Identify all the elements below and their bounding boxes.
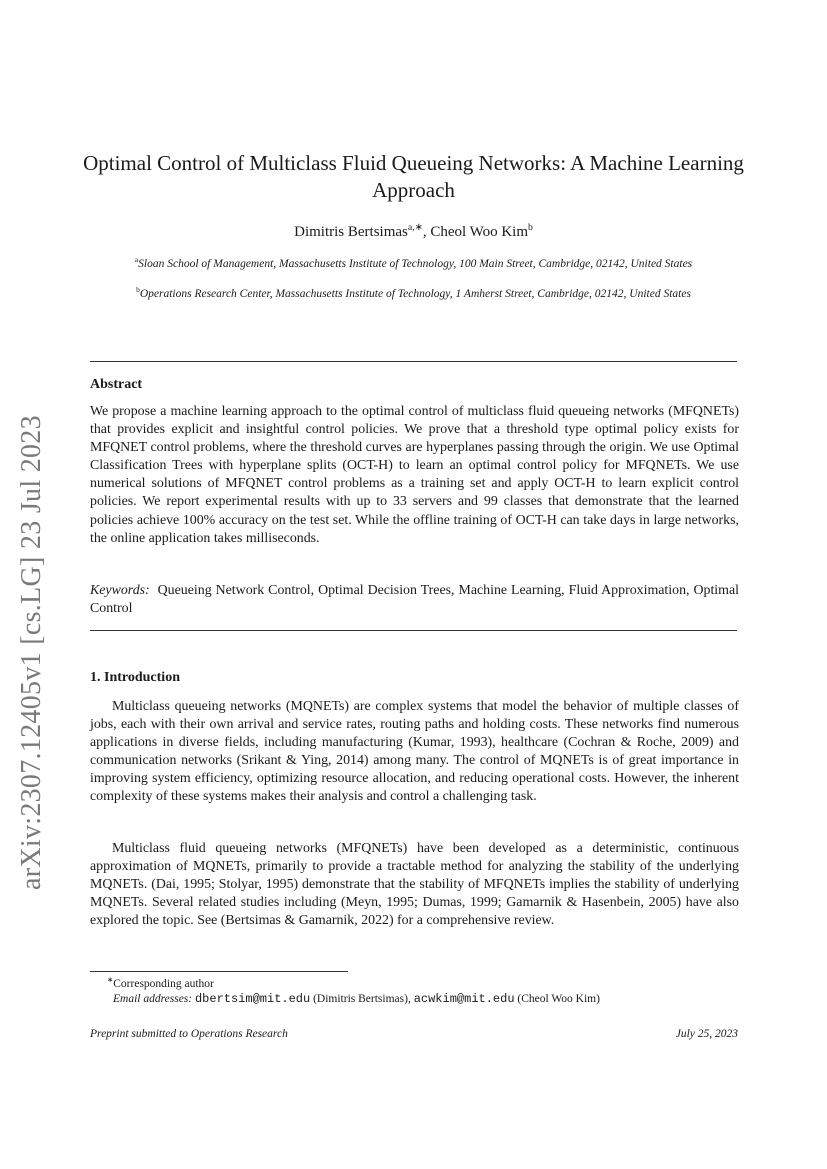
abstract-top-rule (90, 361, 737, 362)
intro-paragraph-2: Multiclass fluid queueing networks (MFQNETs) have been developed as a deterministic, continuous approximation of MQNETs, primarily to provide a tractable method for analyzing the stability of the underlying MQNETs. (Dai, 1995; Stolyar, 1995) demonstrate that the stability of MFQNETs implies the stability of underlying MQNETs. Several related studies including (Meyn, 1995; Dumas, 1999; Gamarnik & Hasenbein, 2005) have also explored the topic. See (Bertsimas & Gamarnik, 2022) for a comprehensive review. (90, 841, 739, 929)
intro-paragraph-1: Multiclass queueing networks (MQNETs) are complex systems that model the behavior of multiple classes of jobs, each with their own arrival and service rates, routing paths and holding costs. These networks find numerous applications in diverse fields, including manufacturing (Kumar, 1993), healthcare (Cochran & Roche, 2009) and communication networks (Srikant & Ying, 2014) among many. The control of MQNETs is of great importance in improving system efficiency, optimizing resource allocation, and reducing operational costs. However, the inherent complexity of these systems makes their analysis and control a challenging task. (90, 699, 739, 805)
footnote-mark: ∗ (107, 975, 114, 985)
affil-text: Sloan School of Management, Massachusetts Institute of Technology, 100 Main Street, Cambridge, 02142, United States (138, 258, 693, 270)
affil-mark: b (136, 285, 140, 295)
title-line-1: Optimal Control of Multiclass Fluid Queueing Networks: A Machine Learning (83, 151, 744, 175)
footnote-text: Corresponding author (113, 978, 214, 990)
affil-mark: a (134, 255, 139, 265)
author-list (80, 224, 747, 241)
affil-text: Operations Research Center, Massachusetts Institute of Technology, 1 Amherst Street, Cambridge, 02142, United States (139, 288, 691, 300)
footnote-corresponding (107, 977, 214, 992)
paper-title (80, 150, 747, 204)
email-link[interactable]: acwkim@mit.edu (413, 992, 515, 1006)
author-affil-mark: b (528, 222, 533, 233)
email-owner: (Cheol Woo Kim) (514, 993, 600, 1005)
footer-preprint-note: Preprint submitted to Operations Research (90, 1028, 288, 1040)
email-link[interactable]: dbertsim@mit.edu (194, 992, 311, 1006)
title-line-2: Approach (372, 178, 455, 202)
author-name: Dimitris Bertsimas (294, 224, 408, 240)
author-separator: , (422, 224, 431, 240)
footnote-rule (90, 971, 348, 972)
keywords (90, 582, 739, 618)
keywords-label: Keywords: (90, 583, 150, 598)
section-heading-introduction: 1. Introduction (90, 670, 180, 685)
affiliation-b (90, 287, 737, 302)
author-name: Cheol Woo Kim (430, 224, 528, 240)
footer-date: July 25, 2023 (675, 1028, 738, 1040)
arxiv-identifier: arXiv:2307.12405v1 [cs.LG] 23 Jul 2023 (16, 415, 47, 890)
footnote-emails (113, 992, 600, 1007)
affiliation-a (90, 257, 737, 272)
author-affil-mark: a,∗ (407, 222, 423, 233)
abstract-bottom-rule (90, 630, 737, 631)
keywords-text: Queueing Network Control, Optimal Decision Trees, Machine Learning, Fluid Approximation, Optimal Control (90, 583, 739, 617)
email-owner: (Dimitris Bertsimas), (310, 993, 414, 1005)
abstract-body: We propose a machine learning approach to the optimal control of multiclass fluid queueing networks (MFQNETs) that provides explicit and insightful control policies. We prove that a threshold type optimal policy exists for MFQNET control problems, where the threshold curves are hyperplanes passing through the origin. We use Optimal Classification Trees with hyperplane splits (OCT-H) to learn an optimal control policy for MFQNETs. We use numerical solutions of MFQNET control problems as a training set and apply OCT-H to learn explicit control policies. We report experimental results with up to 33 servers and 99 classes that demonstrate that the learned policies achieve 100% accuracy on the test set. While the offline training of OCT-H can take days in large networks, the online application takes milliseconds. (90, 404, 739, 546)
abstract-heading: Abstract (90, 377, 143, 392)
email-label: Email addresses: (113, 993, 193, 1005)
